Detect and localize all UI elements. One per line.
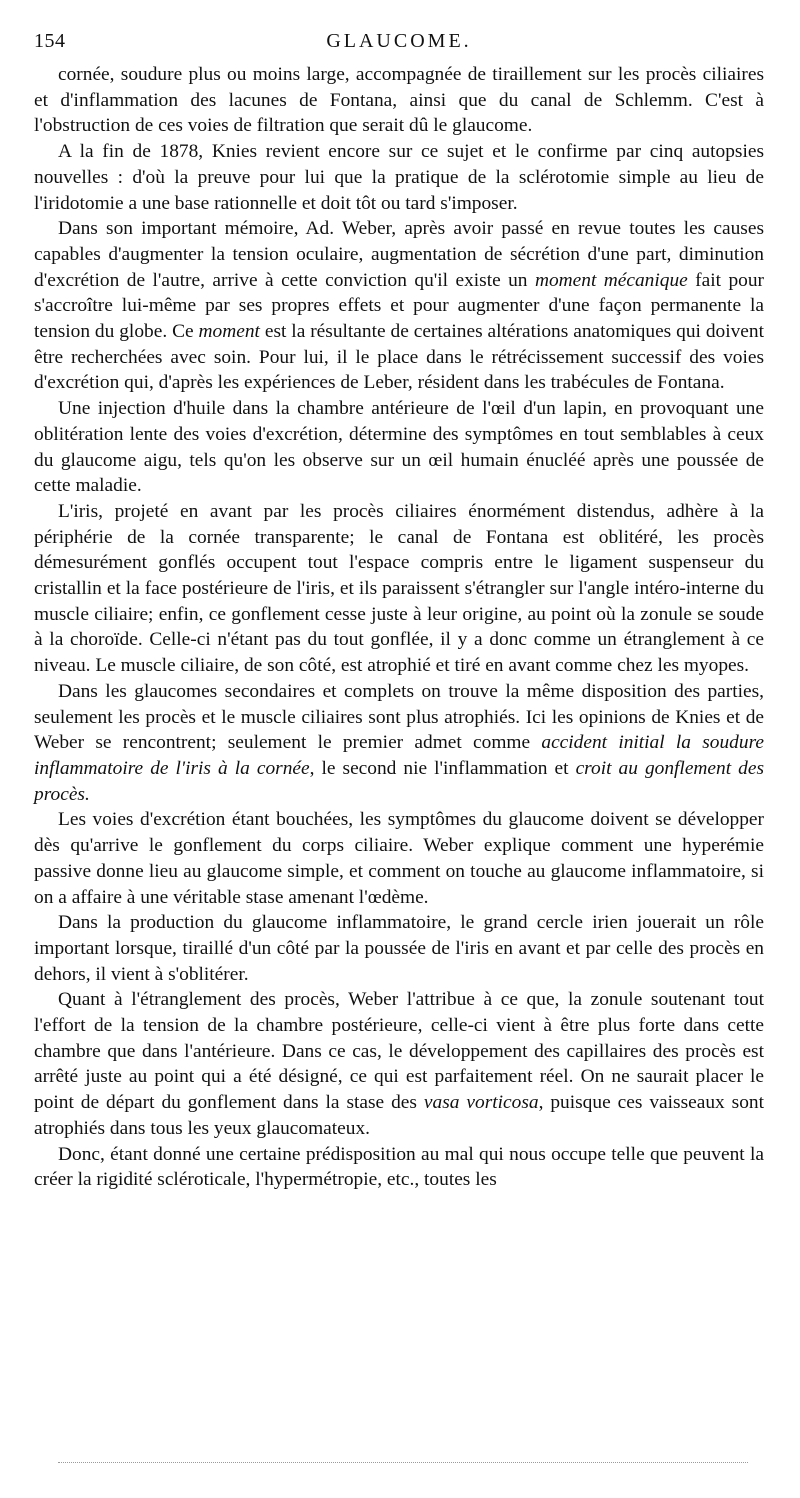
text-run: Donc, étant donné une certaine prédisposition au mal qui nous occupe telle que peuvent la créer la rigidité scléroticale, l'hypermétropie, etc., toutes les [34,1143,764,1191]
italic-phrase: accident initial la soudure inflammatoire de l'iris à la cornée [34,732,764,779]
text-run: est la résultante de certaines altérations anatomiques qui doivent être recherchées avec soin. Pour lui, il le place dans le rétrécissement successif des voies d'excrétion qui, d'après les expériences de Leber, résident dans les trabécules de Fontana. [34,321,764,394]
paragraph [34,807,764,910]
italic-phrase: croit au gonflement des procès. [34,757,765,805]
text-run: A la fin de 1878, Knies revient encore sur ce sujet et le confirme par cinq autopsies nouvelles : d'où la preuve pour lui que la pratique de la sclérotomie simple au lieu de l'iridotomie a une base rationnelle et doit tôt ou tard s'imposer. [34,141,764,214]
paragraph [34,1142,764,1193]
text-run: Quant à l'étranglement des procès, Weber l'attribue à ce que, la zonule soutenant tout l'effort de la tension de la chambre postérieure, celle-ci vient à être plus forte dans cette chambre que dans l'antérieure. Dans ce cas, le développement des capillaires des procès est arrêté juste au point qui a été désigné, ce qui est parfaitement réel. On ne saurait placer le point de départ du gonflement dans la stase des [34,989,764,1114]
page-number: 154 [34,30,66,52]
paragraph [34,910,764,987]
text-run: Dans la production du glaucome inflammatoire, le grand cercle irien jouerait un rôle important lorsque, tiraillé d'un côté par la poussée de l'iris en avant et par celle des procès en dehors, il vient à s'oblitérer. [34,912,764,985]
text-run: Les voies d'excrétion étant bouchées, les symptômes du glaucome doivent se développer dès qu'arrive le gonflement du corps ciliaire. Weber explique comment une hyperémie passive donne lieu au glaucome simple, et comment on touche au glaucome inflammatoire, si on a affaire à une véritable stase amenant l'œdème. [34,809,764,908]
paragraph [34,987,764,1141]
paragraph [34,396,764,499]
italic-phrase: vasa vorticosa [423,1092,539,1114]
running-head [34,30,764,58]
paragraph [34,62,764,139]
paragraph [34,679,764,808]
text-run: fait pour s'accroître lui-même par ses propres effets et pour augmenter d'une façon permanente la tension du globe. Ce [34,269,764,343]
italic-phrase: moment mécanique [534,269,688,291]
paragraph [34,499,764,679]
text-run: Dans son important mémoire, Ad. Weber, après avoir passé en revue toutes les causes capables d'augmenter la tension oculaire, augmentation de sécrétion d'une part, diminution d'excrétion de l'autre, arrive à cette conviction qu'il existe un [34,218,764,291]
text-run: cornée, soudure plus ou moins large, accompagnée de tiraillement sur les procès ciliaires et d'inflammation des lacunes de Fontana, ainsi que du canal de Schlemm. C'est à l'obstruction de ces voies de filtration que serait dû le glaucome. [34,64,764,137]
footer-rule [58,1462,748,1463]
text-run: Dans les glaucomes secondaires et complets on trouve la même disposition des parties, seulement les procès et le muscle ciliaires sont plus atrophiés. Ici les opinions de Knies et de Weber se rencontrent; seulement le premier admet comme [34,680,764,754]
text-run: , puisque ces vaisseaux sont atrophiés dans tous les yeux glaucomateux. [34,1092,764,1139]
text-run: Une injection d'huile dans la chambre antérieure de l'œil d'un lapin, en provoquant une oblitération lente des voies d'excrétion, détermine des symptômes en tout semblables à ceux du glaucome aigu, tels qu'on les observe sur un œil humain énucléé après une poussée de cette maladie. [34,398,764,497]
paragraph [34,216,764,396]
text-run: L'iris, projeté en avant par les procès ciliaires énormément distendus, adhère à la périphérie de la cornée transparente; le canal de Fontana est oblitéré, les procès démesurément gonflés occupent tout l'espace compris entre le ligament suspenseur du cristallin et la face postérieure de l'iris, et ils paraissent s'étrangler sur l'angle intéro-interne du muscle ciliaire; enfin, ce gonflement cesse juste à leur origine, au point où la zonule se soude à la choroïde. Celle-ci n'étant pas du tout gonflée, il y a donc comme un étranglement à ce niveau. Le muscle ciliaire, de son côté, est atrophié et tiré en avant comme chez les myopes. [34,500,764,677]
paragraph [34,139,764,216]
italic-phrase: moment [198,321,260,343]
body-text [34,62,764,1193]
running-title: GLAUCOME. [326,30,472,52]
text-run: , le second nie l'inflammation et [309,757,576,779]
